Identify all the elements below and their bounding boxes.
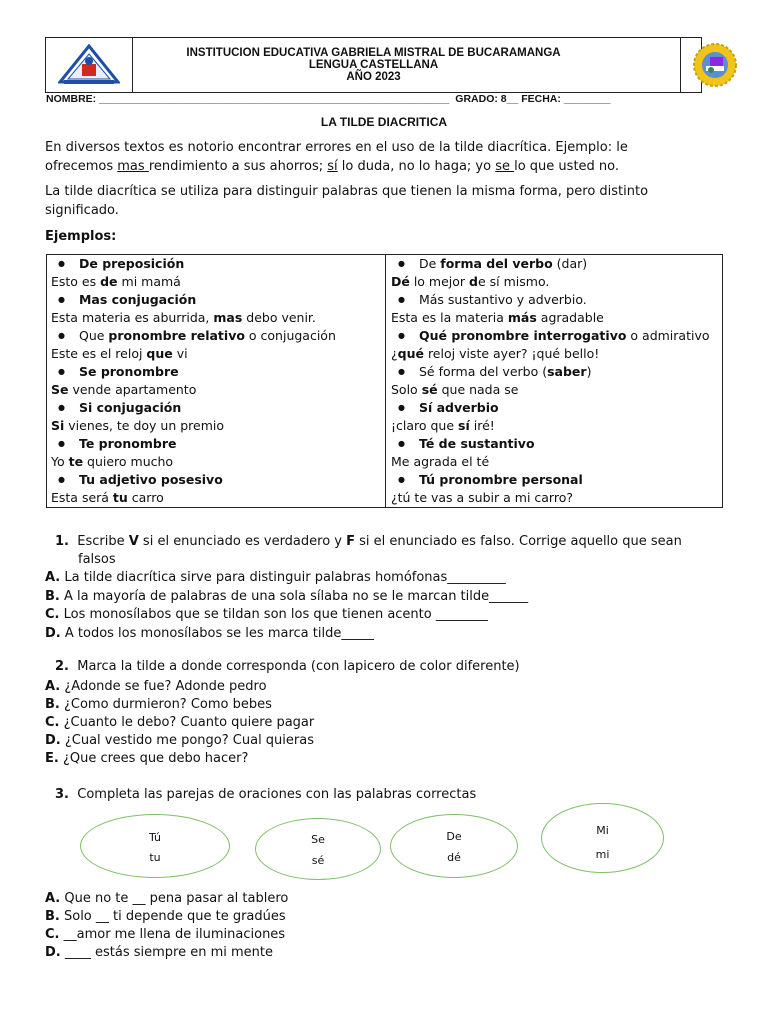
table-row: ● Qué pronombre interrogativo o admirativo — [398, 327, 710, 347]
question-item: E. ¿Que crees que debo hacer? — [45, 751, 249, 766]
page-title: LA TILDE DIACRITICA — [320, 115, 448, 129]
question-item: D. A todos los monosílabos se les marca tilde_____ — [45, 625, 374, 641]
table-row: ● Té de sustantivo — [398, 435, 535, 455]
table-row: Dé lo mejor de sí mismo. — [391, 274, 550, 289]
question-item: B. Solo __ ti depende que te gradúes — [45, 909, 286, 924]
table-row: Esta será tu carro — [51, 490, 164, 505]
intro-paragraph-2: La tilde diacrítica se utiliza para distinguir palabras que tienen la misma forma, pero distinto significado. — [45, 184, 649, 218]
question-item: D. ¿Cual vestido me pongo? Cual quieras — [45, 733, 314, 748]
school-year: AÑO 2023 — [346, 71, 401, 83]
table-row: ¿qué reloj viste ayer? ¡qué bello! — [391, 346, 600, 361]
table-row: ● Más sustantivo y adverbio. — [398, 291, 587, 311]
question-item: C. Los monosílabos que se tildan son los que tienen acento ________ — [45, 607, 488, 622]
question-item: B. ¿Como durmieron? Como bebes — [45, 697, 272, 712]
intro-paragraph-1: En diversos textos es notorio encontrar errores en el uso de la tilde diacrítica. Ejemplo: le ofrecemos mas rendimiento a sus ahorros; sí lo duda, no lo haga; yo se lo que usted no. — [45, 140, 628, 174]
table-row: Solo sé que nada se — [391, 382, 519, 397]
table-row: ● Tú pronombre personal — [398, 471, 583, 491]
table-row: ● Que pronombre relativo o conjugación — [58, 327, 336, 347]
table-row: Se vende apartamento — [51, 382, 197, 397]
table-row: Me agrada el té — [391, 454, 490, 469]
school-name: INSTITUCION EDUCATIVA GABRIELA MISTRAL DE BUCARAMANGA — [186, 47, 561, 59]
question-item: D. ____ estás siempre en mi mente — [45, 945, 273, 960]
table-row: Si vienes, te doy un premio — [51, 418, 225, 433]
table-row: ¿tú te vas a subir a mi carro? — [391, 490, 573, 505]
table-row: ● Sí adverbio — [398, 399, 499, 419]
question-item: A. La tilde diacrítica sirve para distinguir palabras homófonas_________ — [45, 570, 506, 585]
header-box — [45, 37, 702, 93]
table-row: Esta materia es aburrida, mas debo venir. — [51, 310, 316, 325]
q1-prompt: 1. Escribe V si el enunciado es verdadero y F si el enunciado es falso. Corrige aquello que sean — [55, 534, 682, 549]
question-item: C. ¿Cuanto le debo? Cuanto quiere pagar — [45, 715, 315, 730]
examples-label: Ejemplos: — [45, 229, 117, 244]
table-row: Esta es la materia más agradable — [391, 310, 604, 325]
subject-name: LENGUA CASTELLANA — [308, 59, 439, 71]
question-item: A. Que no te __ pena pasar al tablero — [45, 891, 289, 906]
table-row: Yo te quiero mucho — [51, 454, 174, 469]
q2-prompt: 2. Marca la tilde a donde corresponda (con lapicero de color diferente) — [55, 659, 520, 674]
table-row: ● Te pronombre — [58, 435, 176, 455]
table-row: ● Sé forma del verbo (saber) — [398, 363, 591, 383]
question-item: C. __amor me llena de iluminaciones — [45, 927, 286, 942]
word-pair-ellipse: Se sé — [255, 818, 381, 880]
table-row: ● De forma del verbo (dar) — [398, 255, 587, 275]
table-row: ● De preposición — [58, 255, 184, 275]
table-row: ● Mas conjugación — [58, 291, 196, 311]
word-pair-ellipse: De dé — [390, 814, 518, 878]
table-row: ● Tu adjetivo posesivo — [58, 471, 223, 491]
question-item: A. ¿Adonde se fue? Adonde pedro — [45, 679, 267, 694]
q1-prompt-cont: falsos — [78, 552, 116, 567]
table-row: ¡claro que sí iré! — [391, 418, 495, 433]
table-row: ● Si conjugación — [58, 399, 181, 419]
word-pair-ellipse: Mi mi — [541, 803, 664, 873]
question-item: B. A la mayoría de palabras de una sola sílaba no se le marcan tilde______ — [45, 588, 529, 604]
examples-table — [46, 254, 723, 508]
table-row: Esto es de mi mamá — [51, 274, 181, 289]
word-pair-ellipse: Tú tu — [80, 814, 230, 878]
seal-logo — [684, 42, 746, 88]
student-info-line: NOMBRE: ____________________________________________________________ GRADO: 8__ FECHA: ________ — [46, 93, 611, 105]
q3-prompt: 3. Completa las parejas de oraciones con las palabras correctas — [55, 787, 477, 802]
table-row: Este es el reloj que vi — [51, 346, 188, 361]
table-row: ● Se pronombre — [58, 363, 179, 383]
